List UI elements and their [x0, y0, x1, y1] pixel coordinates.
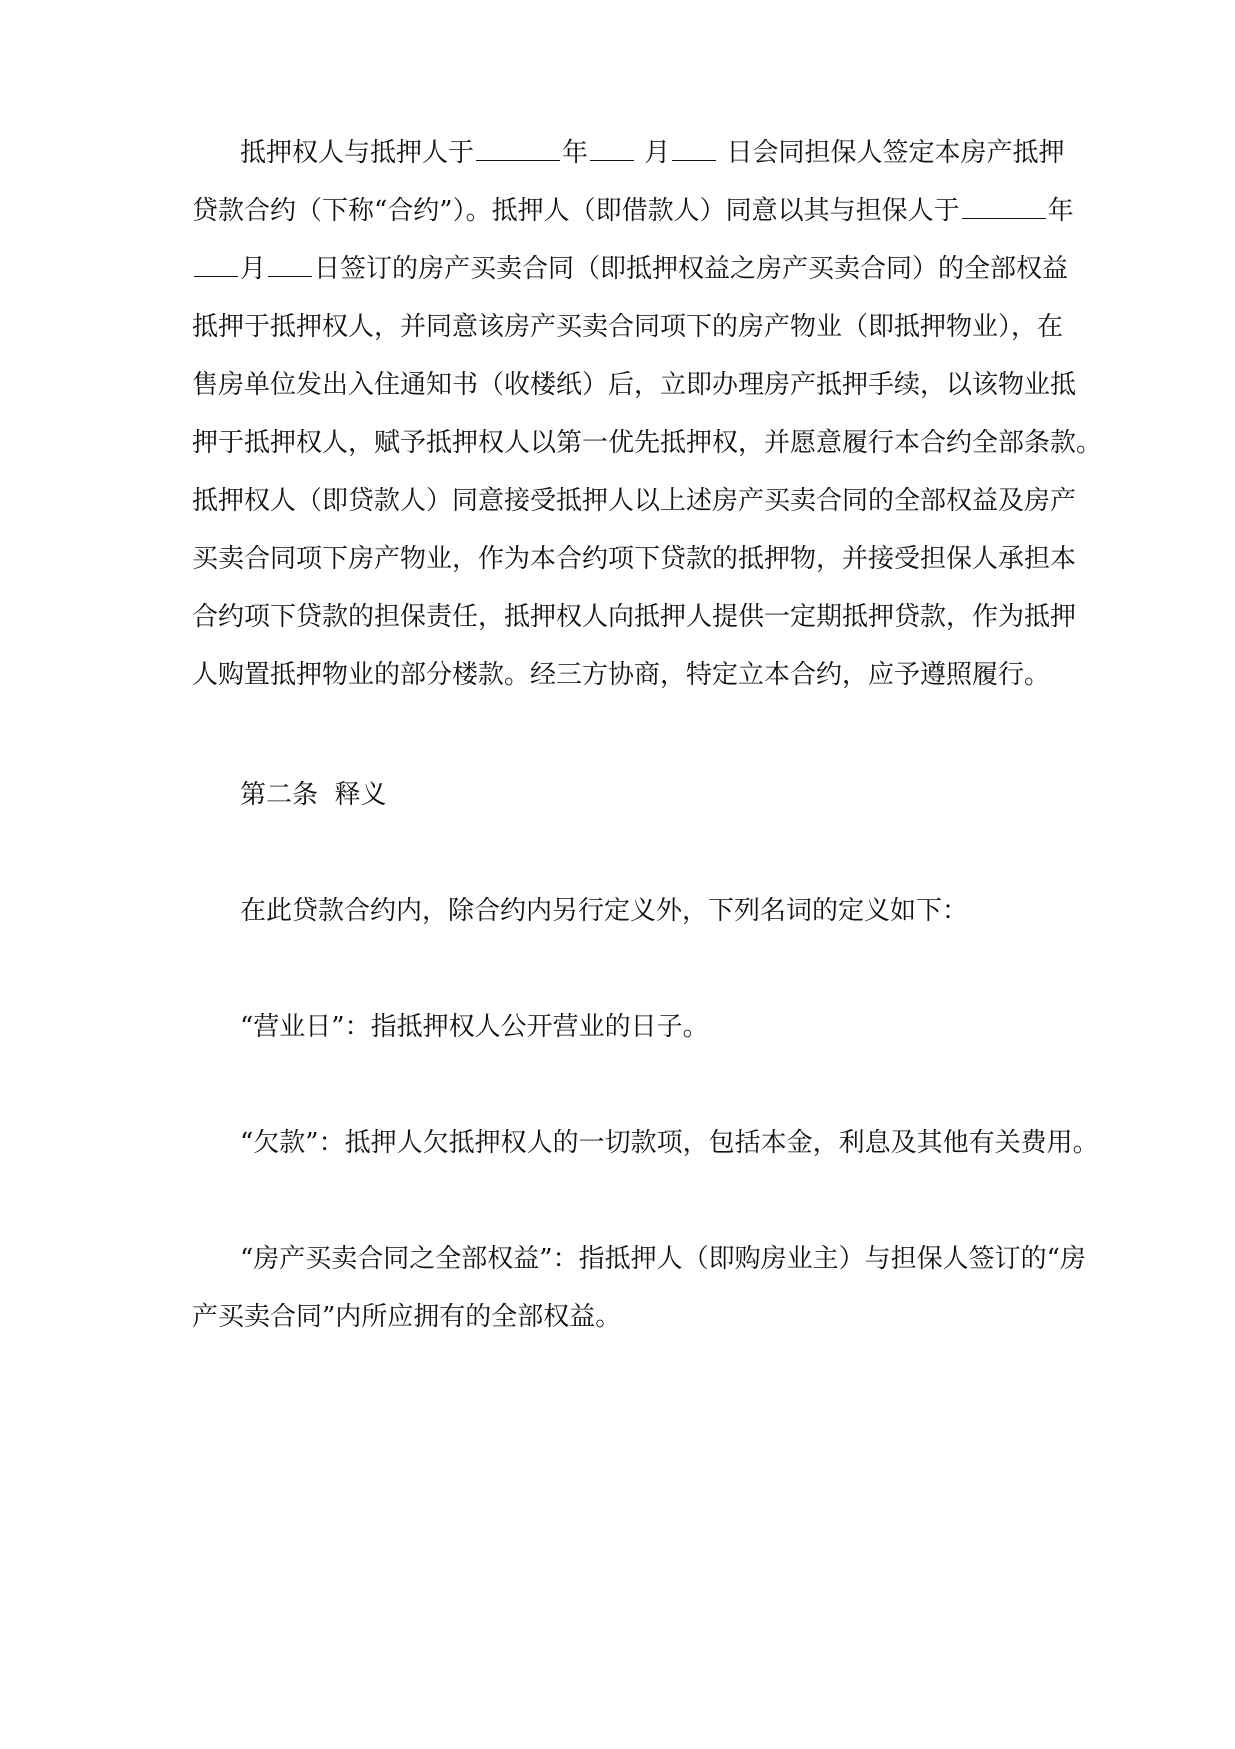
text-segment: 年 — [562, 138, 589, 168]
definitions-intro: 在此贷款合约内，除合约内另行定义外，下列名词的定义如下： — [240, 896, 969, 926]
paragraph-line: 人购置抵押物业的部分楼款。经三方协商，特定立本合约，应予遵照履行。 — [192, 660, 1051, 690]
article-heading: 第二条 释义 — [240, 780, 387, 810]
paragraph-line: 抵押权人（即贷款人）同意接受抵押人以上述房产买卖合同的全部权益及房产 — [192, 486, 1077, 516]
paragraph-line: 合约项下贷款的担保责任，抵押权人向抵押人提供一定期抵押贷款，作为抵押 — [192, 602, 1077, 632]
paragraph-line: 买卖合同项下房产物业，作为本合约项下贷款的抵押物，并接受担保人承担本 — [192, 544, 1077, 574]
text-segment: 日签订的房产买卖合同（即抵押权益之房产买卖合同）的全部权益 — [314, 254, 1069, 284]
text-segment: 年 — [1047, 196, 1074, 226]
blank-field — [590, 138, 634, 161]
text-segment: 抵押权人与抵押人于 — [240, 138, 475, 168]
paragraph-line: 售房单位发出入住通知书（收楼纸）后，立即办理房产抵押手续，以该物业抵 — [192, 370, 1077, 400]
text-segment: 月 — [636, 138, 671, 168]
paragraph-line — [240, 137, 1100, 169]
blank-field — [476, 138, 560, 161]
paragraph-line: 押于抵押权人，赋予抵押权人以第一优先抵押权，并愿意履行本合约全部条款。 — [192, 428, 1103, 458]
blank-field — [672, 138, 716, 161]
definition-rights-line: “房产买卖合同之全部权益”：指抵押人（即购房业主）与担保人签订的“房 — [240, 1244, 1086, 1274]
paragraph-line — [192, 253, 1069, 285]
text-segment: 贷款合约（下称“合约”）。抵押人（即借款人）同意以其与担保人于 — [192, 196, 960, 226]
blank-field — [194, 254, 238, 277]
definition-rights-line: 产买卖合同”内所应拥有的全部权益。 — [192, 1302, 622, 1332]
blank-field — [268, 254, 312, 277]
text-segment: 月 — [240, 254, 267, 284]
paragraph-line — [192, 195, 1074, 227]
paragraph-line: 抵押于抵押权人，并同意该房产买卖合同项下的房产物业（即抵押物业），在 — [192, 312, 1064, 342]
text-segment: 日会同担保人签定本房产抵押 — [718, 138, 1065, 168]
blank-field — [962, 196, 1046, 219]
definition-debt: “欠款”：抵押人欠抵押权人的一切款项，包括本金，利息及其他有关费用。 — [240, 1128, 1099, 1158]
definition-business-day: “营业日”：指抵押权人公开营业的日子。 — [240, 1012, 709, 1042]
